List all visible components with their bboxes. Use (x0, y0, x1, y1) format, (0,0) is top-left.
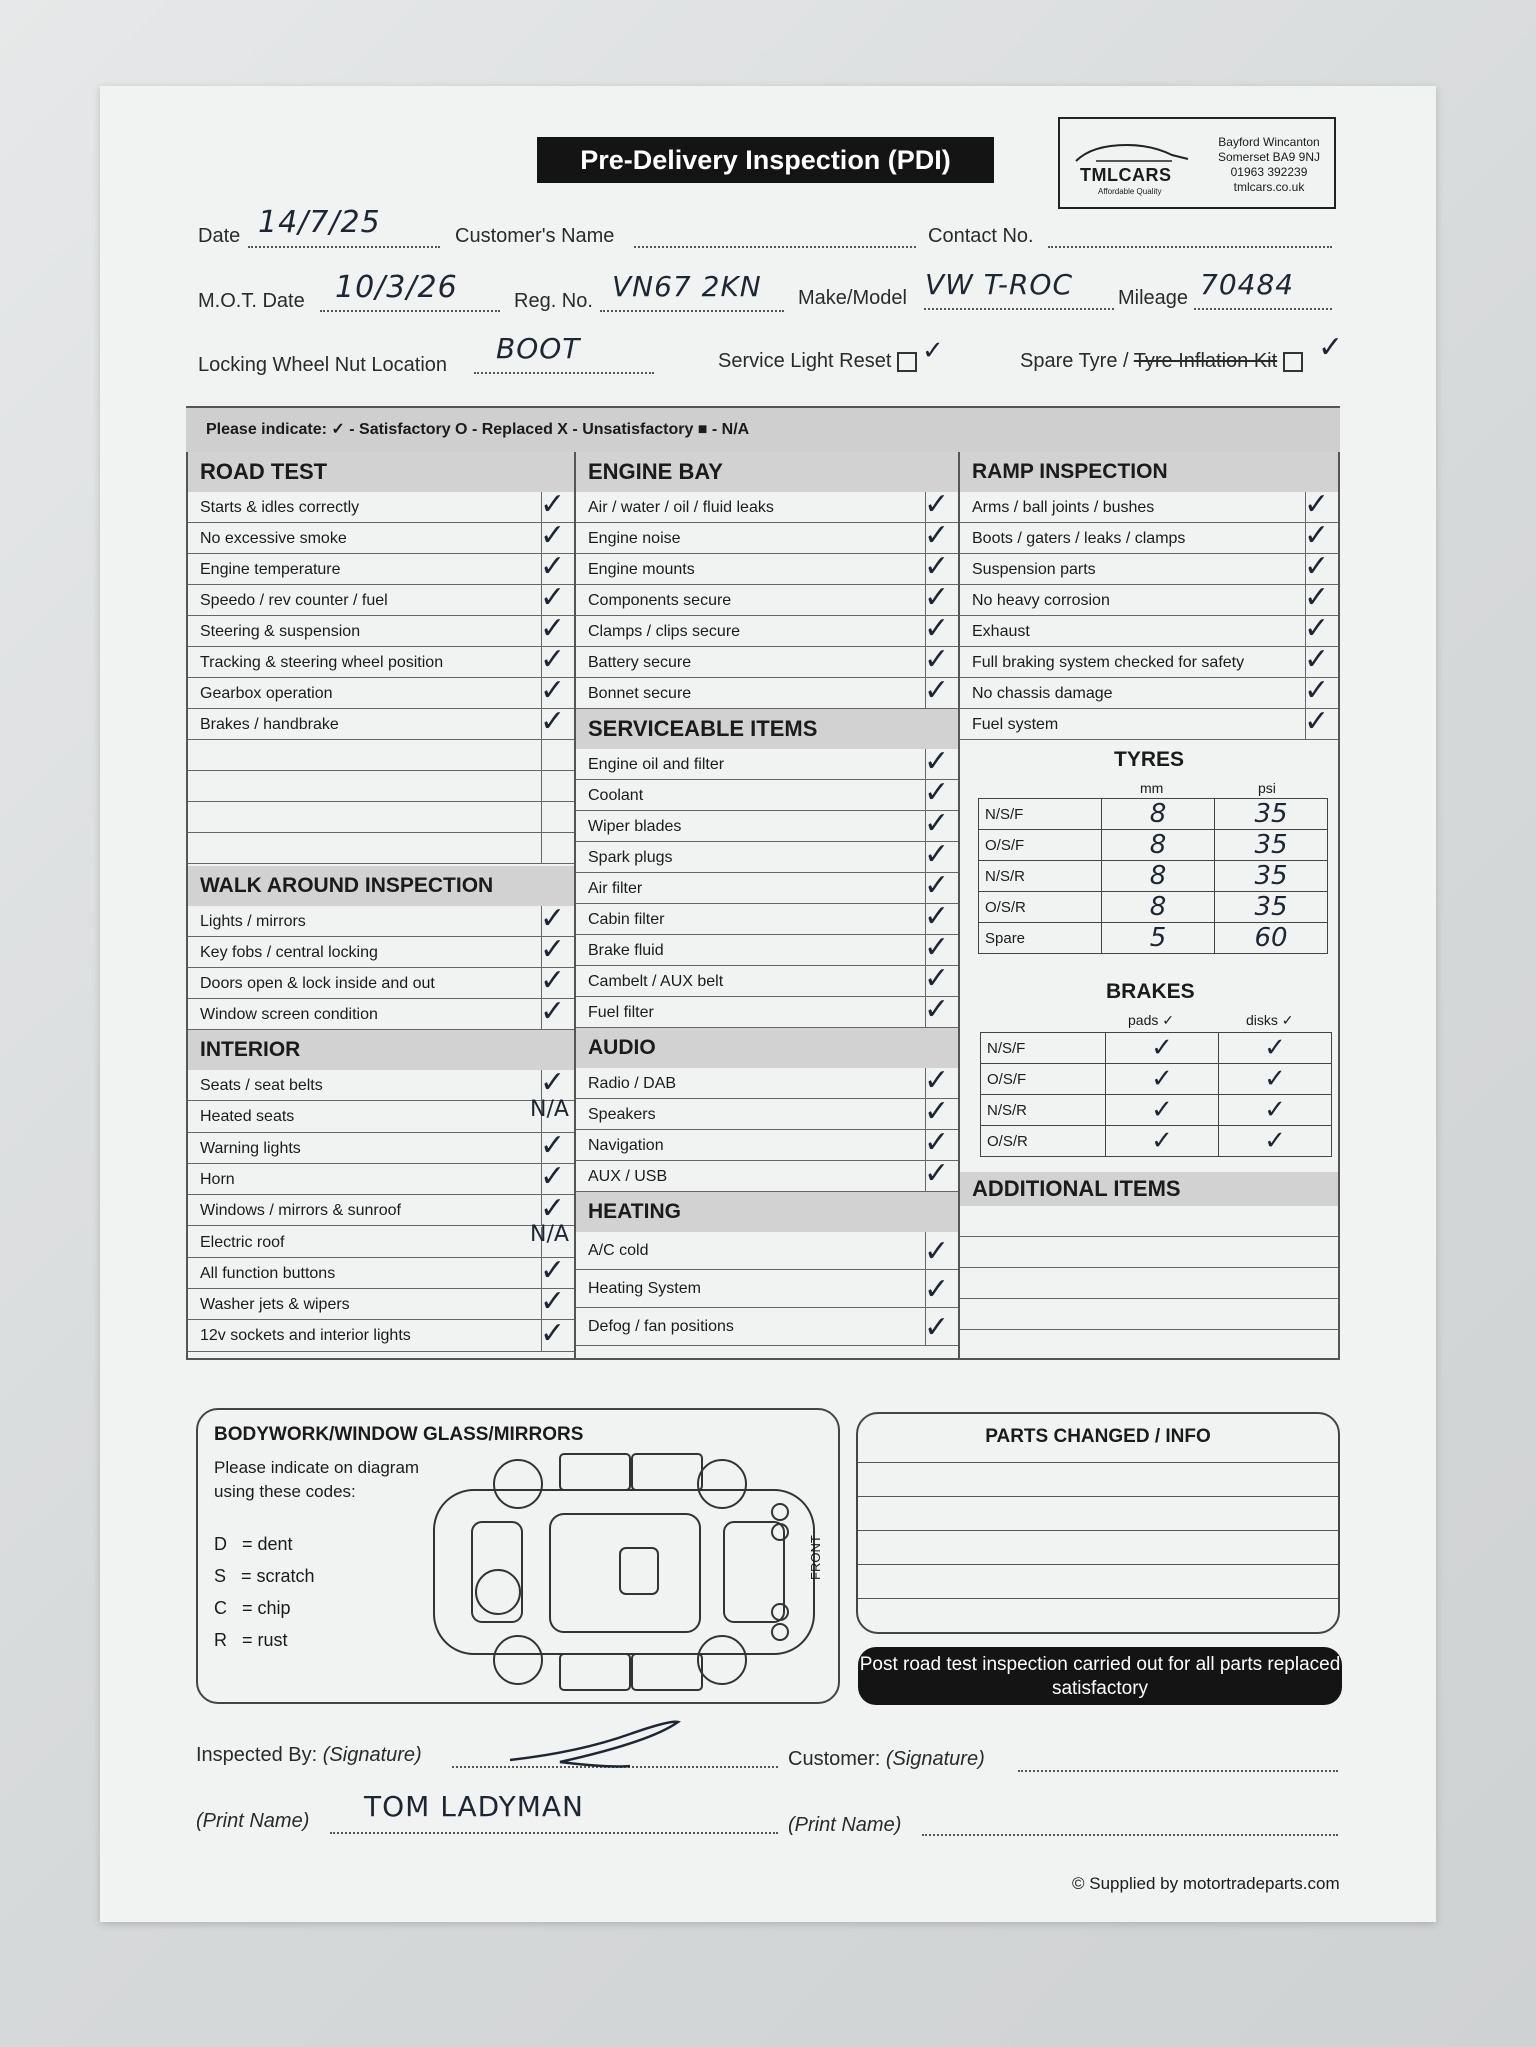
checklist-mark: ✓ (1304, 487, 1330, 522)
checklist-label: No chassis damage (972, 685, 1113, 702)
checklist-row[interactable] (960, 492, 1338, 523)
customer-name-label: Customer's Name (455, 225, 615, 247)
inspector-print-name-label: (Print Name) (196, 1810, 310, 1832)
post-road-test-banner: Post road test inspection carried out for all parts replaced satisfactory (858, 1647, 1342, 1705)
checklist-mark: ✓ (540, 1190, 566, 1226)
checklist-label: Navigation (588, 1137, 664, 1154)
checklist-label: Warning lights (200, 1139, 301, 1157)
checklist-mark: ✓ (924, 642, 950, 677)
checklist-row[interactable] (576, 585, 958, 616)
bodywork-title: BODYWORK/WINDOW GLASS/MIRRORS (214, 1424, 584, 1445)
contact-label: Contact No. (928, 225, 1034, 247)
checklist-mark: ✓ (540, 1065, 566, 1101)
brake-pads-mark[interactable]: ✓ (1106, 1095, 1219, 1126)
customer-name-field[interactable] (634, 246, 916, 248)
checklist-row[interactable] (188, 709, 574, 740)
checklist-row[interactable] (576, 647, 958, 678)
checklist-label: Engine noise (588, 530, 681, 547)
checklist-label: Engine mounts (588, 561, 695, 578)
front-label: FRONT (808, 1535, 823, 1580)
checklist-label: A/C cold (588, 1242, 649, 1259)
checklist-mark: ✓ (1304, 518, 1330, 553)
checklist-mark: ✓ (924, 837, 950, 872)
checklist-row[interactable] (960, 616, 1338, 647)
checklist-row[interactable] (188, 999, 574, 1030)
tyre-mm[interactable]: 8 (1102, 861, 1215, 892)
checklist-label: Boots / gaters / leaks / clamps (972, 530, 1186, 547)
checklist-label: Cambelt / AUX belt (588, 973, 724, 990)
checklist-mark: N/A (530, 1221, 569, 1247)
checklist-mark: ✓ (924, 806, 950, 841)
checklist-row[interactable] (576, 492, 958, 523)
checklist-row[interactable] (188, 1164, 574, 1195)
checklist-mark: ✓ (540, 673, 566, 708)
service-light-tick: ✓ (922, 336, 944, 366)
checklist-row[interactable] (188, 1195, 574, 1226)
logo-tagline: Affordable Quality (1098, 187, 1162, 196)
checklist-row[interactable] (960, 554, 1338, 585)
brake-row (981, 1095, 1332, 1126)
checklist-mark: ✓ (924, 992, 950, 1027)
checklist-mark: ✓ (1304, 580, 1330, 615)
interior-header: INTERIOR (188, 1030, 574, 1070)
inspector-signature (500, 1712, 690, 1772)
checklist-label: Washer jets & wipers (200, 1296, 350, 1314)
mileage-label: Mileage (1118, 287, 1189, 309)
brake-position: O/S/R (981, 1126, 1106, 1157)
brake-disks-mark[interactable]: ✓ (1219, 1064, 1332, 1095)
checklist-row[interactable] (188, 1320, 574, 1351)
brakes-table (980, 1032, 1332, 1157)
checklist-mark: ✓ (540, 611, 566, 646)
checklist-label: Window screen condition (200, 1006, 378, 1023)
parts-line[interactable] (858, 1462, 1338, 1463)
brake-row (981, 1033, 1332, 1064)
make-model-label: Make/Model (798, 287, 907, 309)
spare-tyre-option[interactable]: Spare Tyre / Tyre Inflation Kit (1020, 350, 1303, 373)
parts-line[interactable] (858, 1496, 1338, 1497)
brake-disks-mark[interactable]: ✓ (1219, 1126, 1332, 1157)
brake-pads-mark[interactable]: ✓ (1106, 1033, 1219, 1064)
make-model-line (924, 308, 1114, 310)
checklist-row[interactable] (188, 906, 574, 937)
bodywork-instructions: Please indicate on diagram using these codes: (214, 1458, 420, 1501)
checklist-row-empty[interactable] (188, 802, 574, 833)
checklist-mark: ✓ (924, 961, 950, 996)
checklist-checkbox[interactable] (541, 802, 574, 832)
reg-no-line (600, 310, 784, 312)
checklist-label: Air filter (588, 880, 643, 897)
checklist-label: Gearbox operation (200, 685, 333, 702)
checklist-mark: ✓ (924, 775, 950, 810)
customer-signature-label: Customer: (Signature) (788, 1748, 985, 1770)
heating-header: HEATING (576, 1192, 958, 1232)
checklist-label: Windows / mirrors & sunroof (200, 1202, 401, 1220)
checklist-mark: ✓ (1304, 704, 1330, 739)
checklist-row-empty[interactable] (188, 740, 574, 771)
checklist-row[interactable] (576, 904, 958, 935)
car-silhouette-icon (1072, 137, 1192, 167)
checklist-label: Brakes / handbrake (200, 716, 339, 733)
mileage-value[interactable]: 70484 (1200, 268, 1295, 301)
checklist-label: Engine oil and filter (588, 756, 725, 773)
tyre-position: N/S/F (979, 799, 1102, 830)
tyre-psi[interactable]: 35 (1215, 861, 1328, 892)
brake-row (981, 1126, 1332, 1157)
checklist-row[interactable] (960, 585, 1338, 616)
checklist-row[interactable] (576, 811, 958, 842)
tyre-psi[interactable]: 35 (1215, 830, 1328, 861)
inspector-print-name-line (330, 1832, 778, 1834)
tyre-row (979, 799, 1328, 830)
additional-item-row[interactable] (960, 1206, 1338, 1237)
checklist-mark: ✓ (924, 1310, 950, 1345)
checklist-mark: ✓ (1304, 549, 1330, 584)
tmlcars-logo (1058, 117, 1336, 209)
mot-date-label: M.O.T. Date (198, 290, 305, 312)
car-diagram-icon[interactable] (424, 1452, 824, 1692)
walk-around-header: WALK AROUND INSPECTION (188, 866, 574, 906)
checklist-mark: ✓ (924, 744, 950, 779)
inspected-by-label: Inspected By: (Signature) (196, 1744, 422, 1766)
checklist-label: Coolant (588, 787, 644, 804)
checklist-label: No heavy corrosion (972, 592, 1110, 609)
ramp-header: RAMP INSPECTION (960, 452, 1338, 492)
reg-no-label: Reg. No. (514, 290, 593, 312)
brake-position: O/S/F (981, 1064, 1106, 1095)
checklist-label: Cabin filter (588, 911, 665, 928)
checklist-row[interactable] (576, 966, 958, 997)
road-test-header: ROAD TEST (188, 452, 574, 492)
checklist-label: Key fobs / central locking (200, 944, 378, 961)
checklist-row[interactable] (576, 1099, 958, 1130)
code-chip: C = chip (214, 1598, 291, 1618)
checklist-mark: ✓ (540, 580, 566, 615)
checklist-mark: ✓ (924, 868, 950, 903)
checklist-checkbox[interactable] (541, 740, 574, 770)
customer-signature-field[interactable] (1018, 1770, 1338, 1772)
checklist-mark: ✓ (924, 673, 950, 708)
checklist-mark: ✓ (924, 580, 950, 615)
legend-bar: Please indicate: ✓ - Satisfactory O - Replaced X - Unsatisfactory ■ - N/A (186, 408, 1340, 452)
checklist-label: Speakers (588, 1106, 656, 1123)
checklist-label: Components secure (588, 592, 732, 609)
form-title: Pre-Delivery Inspection (PDI) (537, 137, 994, 183)
checklist-row[interactable] (960, 709, 1338, 740)
logo-address: Bayford Wincanton Somerset BA9 9NJ 01963 392239 tmlcars.co.uk (1217, 135, 1321, 194)
checklist-label: Battery secure (588, 654, 692, 671)
service-light-reset[interactable]: Service Light Reset (718, 350, 917, 373)
checklist-label: No excessive smoke (200, 530, 347, 547)
wheel-nut-label: Locking Wheel Nut Location (198, 354, 448, 376)
checklist-label: Wiper blades (588, 818, 682, 835)
checklist-mark: ✓ (924, 549, 950, 584)
brake-pads-mark[interactable]: ✓ (1106, 1064, 1219, 1095)
checklist-label: Speedo / rev counter / fuel (200, 592, 388, 609)
checklist-mark: ✓ (540, 487, 566, 522)
tyre-psi[interactable]: 35 (1215, 892, 1328, 923)
checklist-row[interactable] (576, 554, 958, 585)
brakes-title: BRAKES (1106, 980, 1195, 1003)
checklist-row[interactable] (576, 616, 958, 647)
checklist-label: Lights / mirrors (200, 913, 306, 930)
additional-item-row[interactable] (960, 1330, 1338, 1358)
checklist-label: Starts & idles correctly (200, 499, 360, 516)
checklist-mark: N/A (530, 1096, 569, 1122)
checklist-label: AUX / USB (588, 1168, 668, 1185)
tyre-position: N/S/R (979, 861, 1102, 892)
tyres-title: TYRES (1114, 748, 1185, 771)
serviceable-header: SERVICEABLE ITEMS (576, 709, 958, 749)
checklist-mark: ✓ (540, 1127, 566, 1163)
checklist-row[interactable] (188, 1133, 574, 1164)
checklist-mark: ✓ (924, 899, 950, 934)
checklist-label: Heating System (588, 1280, 701, 1297)
checklist-row[interactable] (576, 997, 958, 1028)
checklist-row[interactable] (188, 616, 574, 647)
checklist-label: Engine temperature (200, 561, 341, 578)
date-value[interactable]: 14/7/25 (258, 205, 381, 240)
checklist-label: Exhaust (972, 623, 1030, 640)
checklist-mark: ✓ (540, 518, 566, 553)
checklist-label: Electric roof (200, 1233, 285, 1251)
checklist-row-empty[interactable] (188, 771, 574, 802)
checklist-row[interactable] (188, 1258, 574, 1289)
code-rust: R = rust (214, 1630, 288, 1650)
checklist-label: Defog / fan positions (588, 1318, 734, 1335)
tyre-position: Spare (979, 923, 1102, 954)
service-light-checkbox[interactable] (897, 352, 917, 372)
tyres-col-mm: mm (1140, 780, 1164, 796)
checklist-row[interactable] (576, 842, 958, 873)
checklist-mark: ✓ (924, 1094, 950, 1129)
checklist-row[interactable] (576, 1130, 958, 1161)
checklist-mark: ✓ (540, 963, 566, 998)
tyre-psi[interactable]: 60 (1215, 923, 1328, 954)
checklist-label: 12v sockets and interior lights (200, 1327, 411, 1345)
checklist-label: Spark plugs (588, 849, 673, 866)
spare-tyre-checkbox[interactable] (1283, 352, 1303, 372)
checklist-checkbox[interactable] (541, 833, 574, 863)
checklist-label: Doors open & lock inside and out (200, 975, 435, 992)
checklist-mark: ✓ (540, 549, 566, 584)
checklist-mark: ✓ (540, 1253, 566, 1289)
checklist-label: Clamps / clips secure (588, 623, 741, 640)
checklist-row[interactable] (188, 968, 574, 999)
code-scratch: S = scratch (214, 1566, 315, 1586)
mot-date-line (320, 310, 500, 312)
checklist-label: Arms / ball joints / bushes (972, 499, 1155, 516)
customer-print-name-field[interactable] (922, 1834, 1338, 1836)
checklist-row[interactable] (576, 523, 958, 554)
tyre-position: O/S/R (979, 892, 1102, 923)
reg-no-value[interactable]: VN67 2KN (612, 270, 762, 303)
checklist-label: Suspension parts (972, 561, 1096, 578)
engine-bay-header: ENGINE BAY (576, 452, 958, 492)
parts-changed-title: PARTS CHANGED / INFO (985, 1426, 1211, 1447)
make-model-value[interactable]: VW T-ROC (925, 268, 1073, 301)
checklist-mark: ✓ (540, 932, 566, 967)
brake-position: N/S/R (981, 1095, 1106, 1126)
checklist-label: Steering & suspension (200, 623, 361, 640)
checklist-label: Brake fluid (588, 942, 664, 959)
checklist-mark: ✓ (1304, 673, 1330, 708)
checklist-mark: ✓ (924, 1063, 950, 1098)
checklist-row[interactable] (576, 873, 958, 904)
checklist-row[interactable] (188, 1227, 574, 1258)
checklist-mark: ✓ (540, 901, 566, 936)
additional-item-row[interactable] (960, 1237, 1338, 1268)
checklist-mark: ✓ (924, 1272, 950, 1307)
checklist-mark: ✓ (924, 487, 950, 522)
wheel-nut-value[interactable]: BOOT (496, 332, 581, 365)
tyre-row (979, 830, 1328, 861)
checklist-mark: ✓ (924, 518, 950, 553)
brake-row (981, 1064, 1332, 1095)
checklist-row[interactable] (188, 585, 574, 616)
checklist-row[interactable] (188, 1101, 574, 1132)
wheel-nut-line (474, 372, 654, 374)
checklist-label: Fuel system (972, 716, 1059, 733)
mot-date-value[interactable]: 10/3/26 (335, 270, 458, 305)
logo-brand: TMLCARS (1080, 165, 1172, 185)
checklist-row[interactable] (188, 1289, 574, 1320)
checklist-row[interactable] (576, 1270, 958, 1308)
checklist-mark: ✓ (540, 994, 566, 1029)
checklist-row[interactable] (576, 678, 958, 709)
parts-line[interactable] (858, 1564, 1338, 1565)
mileage-line (1194, 308, 1332, 310)
checklist-label: Heated seats (200, 1108, 295, 1126)
checklist-label: Air / water / oil / fluid leaks (588, 499, 774, 516)
brake-pads-mark[interactable]: ✓ (1106, 1126, 1219, 1157)
checklist-label: All function buttons (200, 1264, 336, 1282)
checklist-mark: ✓ (924, 1234, 950, 1269)
brake-disks-mark[interactable]: ✓ (1219, 1095, 1332, 1126)
tyre-mm[interactable]: 8 (1102, 892, 1215, 923)
checklist-row[interactable] (188, 554, 574, 585)
checklist-mark: ✓ (540, 1159, 566, 1195)
date-line (248, 246, 440, 248)
tyre-psi[interactable]: 35 (1215, 799, 1328, 830)
checklist-mark: ✓ (1304, 611, 1330, 646)
tyres-table (978, 798, 1328, 954)
checklist-label: Fuel filter (588, 1004, 654, 1021)
footer-copyright: © Supplied by motortradeparts.com (1072, 1874, 1340, 1893)
checklist-row[interactable] (188, 647, 574, 678)
parts-line[interactable] (858, 1530, 1338, 1531)
checklist-row[interactable] (188, 523, 574, 554)
audio-header: AUDIO (576, 1028, 958, 1068)
tyre-inflation-kit-struck: Tyre Inflation Kit (1133, 350, 1278, 372)
checklist-row[interactable] (576, 1308, 958, 1346)
checklist-mark: ✓ (540, 642, 566, 677)
tyre-position: O/S/F (979, 830, 1102, 861)
checklist-label: Radio / DAB (588, 1075, 677, 1092)
checklist-row[interactable] (960, 523, 1338, 554)
checklist-row[interactable] (576, 780, 958, 811)
checklist-row[interactable] (576, 1161, 958, 1192)
tyres-col-psi: psi (1258, 780, 1276, 796)
inspector-print-name-value[interactable]: TOM LADYMAN (364, 1790, 584, 1823)
tyre-row (979, 892, 1328, 923)
checklist-row[interactable] (576, 1232, 958, 1270)
checklist-mark: ✓ (1304, 642, 1330, 677)
tyre-row (979, 923, 1328, 954)
checklist-label: Full braking system checked for safety (972, 654, 1245, 671)
checklist-label: Bonnet secure (588, 685, 692, 702)
checklist-row-empty[interactable] (188, 833, 574, 864)
date-label: Date (198, 225, 241, 247)
checklist-label: Seats / seat belts (200, 1077, 323, 1094)
checklist-mark: ✓ (540, 1315, 566, 1351)
checklist-mark: ✓ (924, 1125, 950, 1160)
checklist-mark: ✓ (924, 930, 950, 965)
checklist-row[interactable] (188, 937, 574, 968)
customer-print-name-label: (Print Name) (788, 1814, 902, 1836)
checklist-row[interactable] (188, 678, 574, 709)
checklist-row[interactable] (960, 678, 1338, 709)
checklist-row[interactable] (576, 749, 958, 780)
checklist-label: Horn (200, 1170, 235, 1188)
brakes-col-disks: disks ✓ (1246, 1012, 1294, 1028)
checklist-label: Tracking & steering wheel position (200, 654, 444, 671)
checklist-row[interactable] (576, 1068, 958, 1099)
checklist-mark: ✓ (540, 704, 566, 739)
checklist-mark: ✓ (924, 1156, 950, 1191)
checklist-row[interactable] (576, 935, 958, 966)
brake-position: N/S/F (981, 1033, 1106, 1064)
tyre-row (979, 861, 1328, 892)
checklist-row[interactable] (960, 647, 1338, 678)
brakes-col-pads: pads ✓ (1128, 1012, 1174, 1028)
checklist-row[interactable] (188, 492, 574, 523)
brake-disks-mark[interactable]: ✓ (1219, 1033, 1332, 1064)
checklist-checkbox[interactable] (541, 771, 574, 801)
spare-tyre-tick: ✓ (1318, 330, 1344, 365)
additional-item-row[interactable] (960, 1299, 1338, 1330)
tyre-mm[interactable]: 8 (1102, 799, 1215, 830)
tyre-mm[interactable]: 5 (1102, 923, 1215, 954)
tyre-mm[interactable]: 8 (1102, 830, 1215, 861)
checklist-row[interactable] (188, 1070, 574, 1101)
code-dent: D = dent (214, 1534, 293, 1554)
parts-line[interactable] (858, 1598, 1338, 1599)
checklist-mark: ✓ (540, 1284, 566, 1320)
additional-items-header: ADDITIONAL ITEMS (960, 1172, 1338, 1206)
checklist-mark: ✓ (924, 611, 950, 646)
contact-field[interactable] (1048, 246, 1332, 248)
additional-item-row[interactable] (960, 1268, 1338, 1299)
